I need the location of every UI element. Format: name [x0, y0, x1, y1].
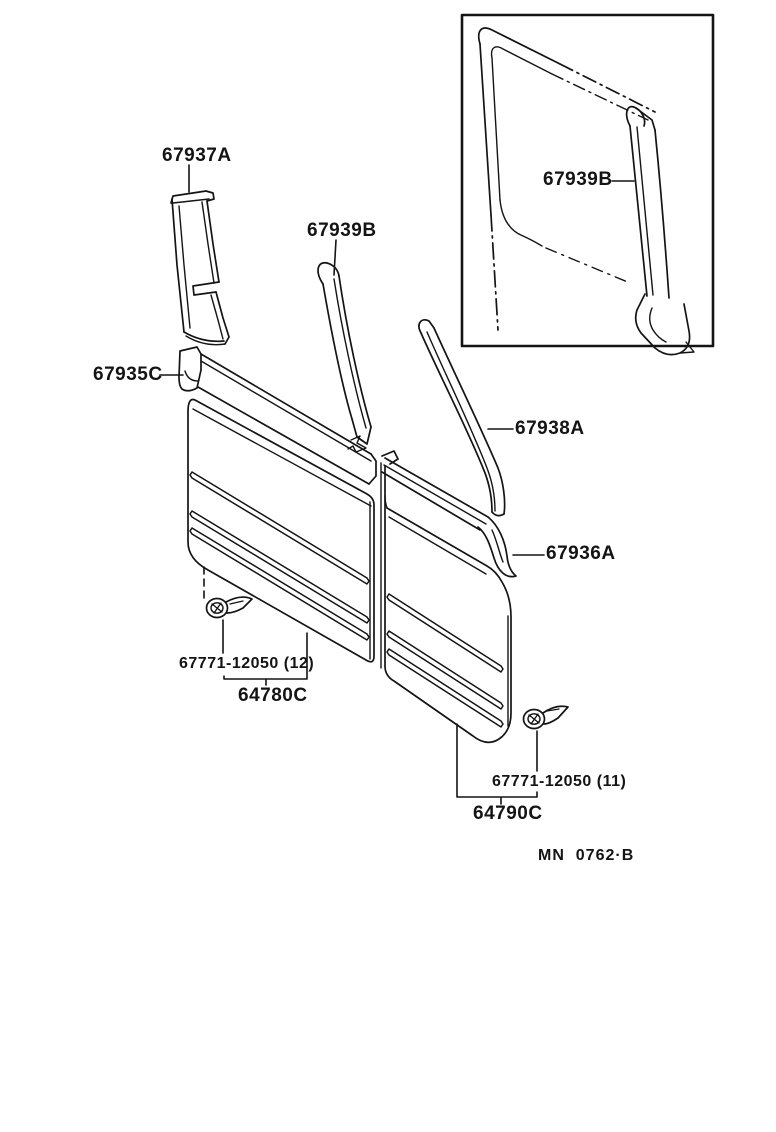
part-67939b-main-drawing [318, 263, 371, 452]
part-67935c-drawing [179, 347, 376, 484]
part-label-clip-right: 67771-12050 (11) [492, 773, 627, 790]
part-67939b-inset-drawing [627, 107, 694, 355]
part-67938a-drawing [419, 320, 505, 516]
clip-right-drawing [524, 706, 569, 728]
part-label-67937a: 67937A [162, 145, 232, 166]
part-label-64790c: 64790C [473, 803, 543, 824]
part-label-67936a: 67936A [546, 543, 616, 564]
part-label-clip-left: 67771-12050 (12) [179, 655, 315, 672]
part-label-67939b-main: 67939B [307, 220, 377, 241]
part-label-67939b-inset: 67939B [543, 169, 613, 190]
part-label-67938a: 67938A [515, 418, 585, 439]
part-67937a-drawing [171, 191, 229, 345]
part-67936a-drawing [382, 451, 516, 577]
figure-code: MN 0762·B [538, 847, 635, 864]
leader-lines [160, 165, 634, 804]
part-label-64780c: 64780C [238, 685, 308, 706]
part-label-67935c: 67935C [93, 364, 163, 385]
clip-left-drawing [207, 597, 253, 617]
